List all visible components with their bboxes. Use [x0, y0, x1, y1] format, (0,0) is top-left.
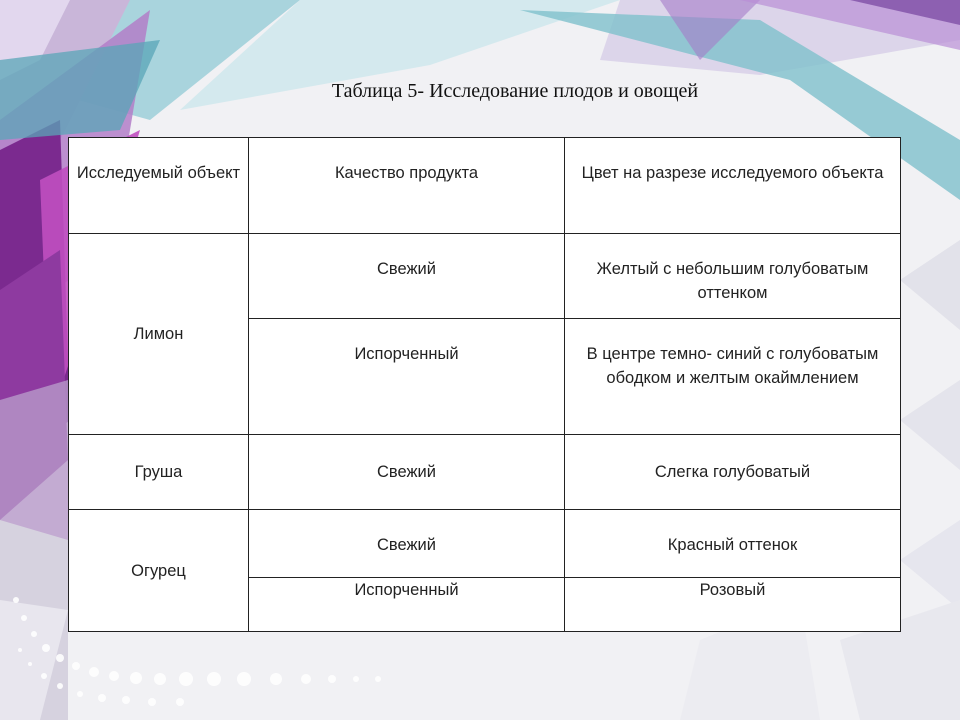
row-quality-cell: Свежий — [249, 510, 565, 578]
header-color: Цвет на разрезе исследуемого объекта — [565, 138, 901, 234]
table-row — [69, 435, 901, 510]
table-title: Таблица 5- Исследование плодов и овощей — [331, 80, 699, 102]
table-row — [69, 510, 901, 578]
row-color-cell: Красный оттенок — [565, 510, 901, 578]
row-quality-cell: Испорченный — [249, 578, 565, 632]
row-color-cell: Розовый — [565, 578, 901, 632]
row-color-cell: В центре темно- синий с голубоватым ободком и желтым окаймлением — [565, 319, 901, 435]
table-header-row — [69, 138, 901, 234]
table-row — [69, 234, 901, 319]
row-quality-cell: Свежий — [249, 234, 565, 319]
row-color-cell: Желтый с небольшим голубоватым оттенком — [565, 234, 901, 319]
row-color-cell: Слегка голубоватый — [565, 435, 901, 510]
research-table — [68, 137, 901, 632]
row-quality-cell: Испорченный — [249, 319, 565, 435]
header-object: Исследуемый объект — [69, 138, 249, 234]
row-quality-cell: Свежий — [249, 435, 565, 510]
header-quality: Качество продукта — [249, 138, 565, 234]
row-object-cell: Груша — [69, 435, 249, 510]
row-object-cell: Лимон — [69, 234, 249, 435]
row-object-cell: Огурец — [69, 510, 249, 632]
